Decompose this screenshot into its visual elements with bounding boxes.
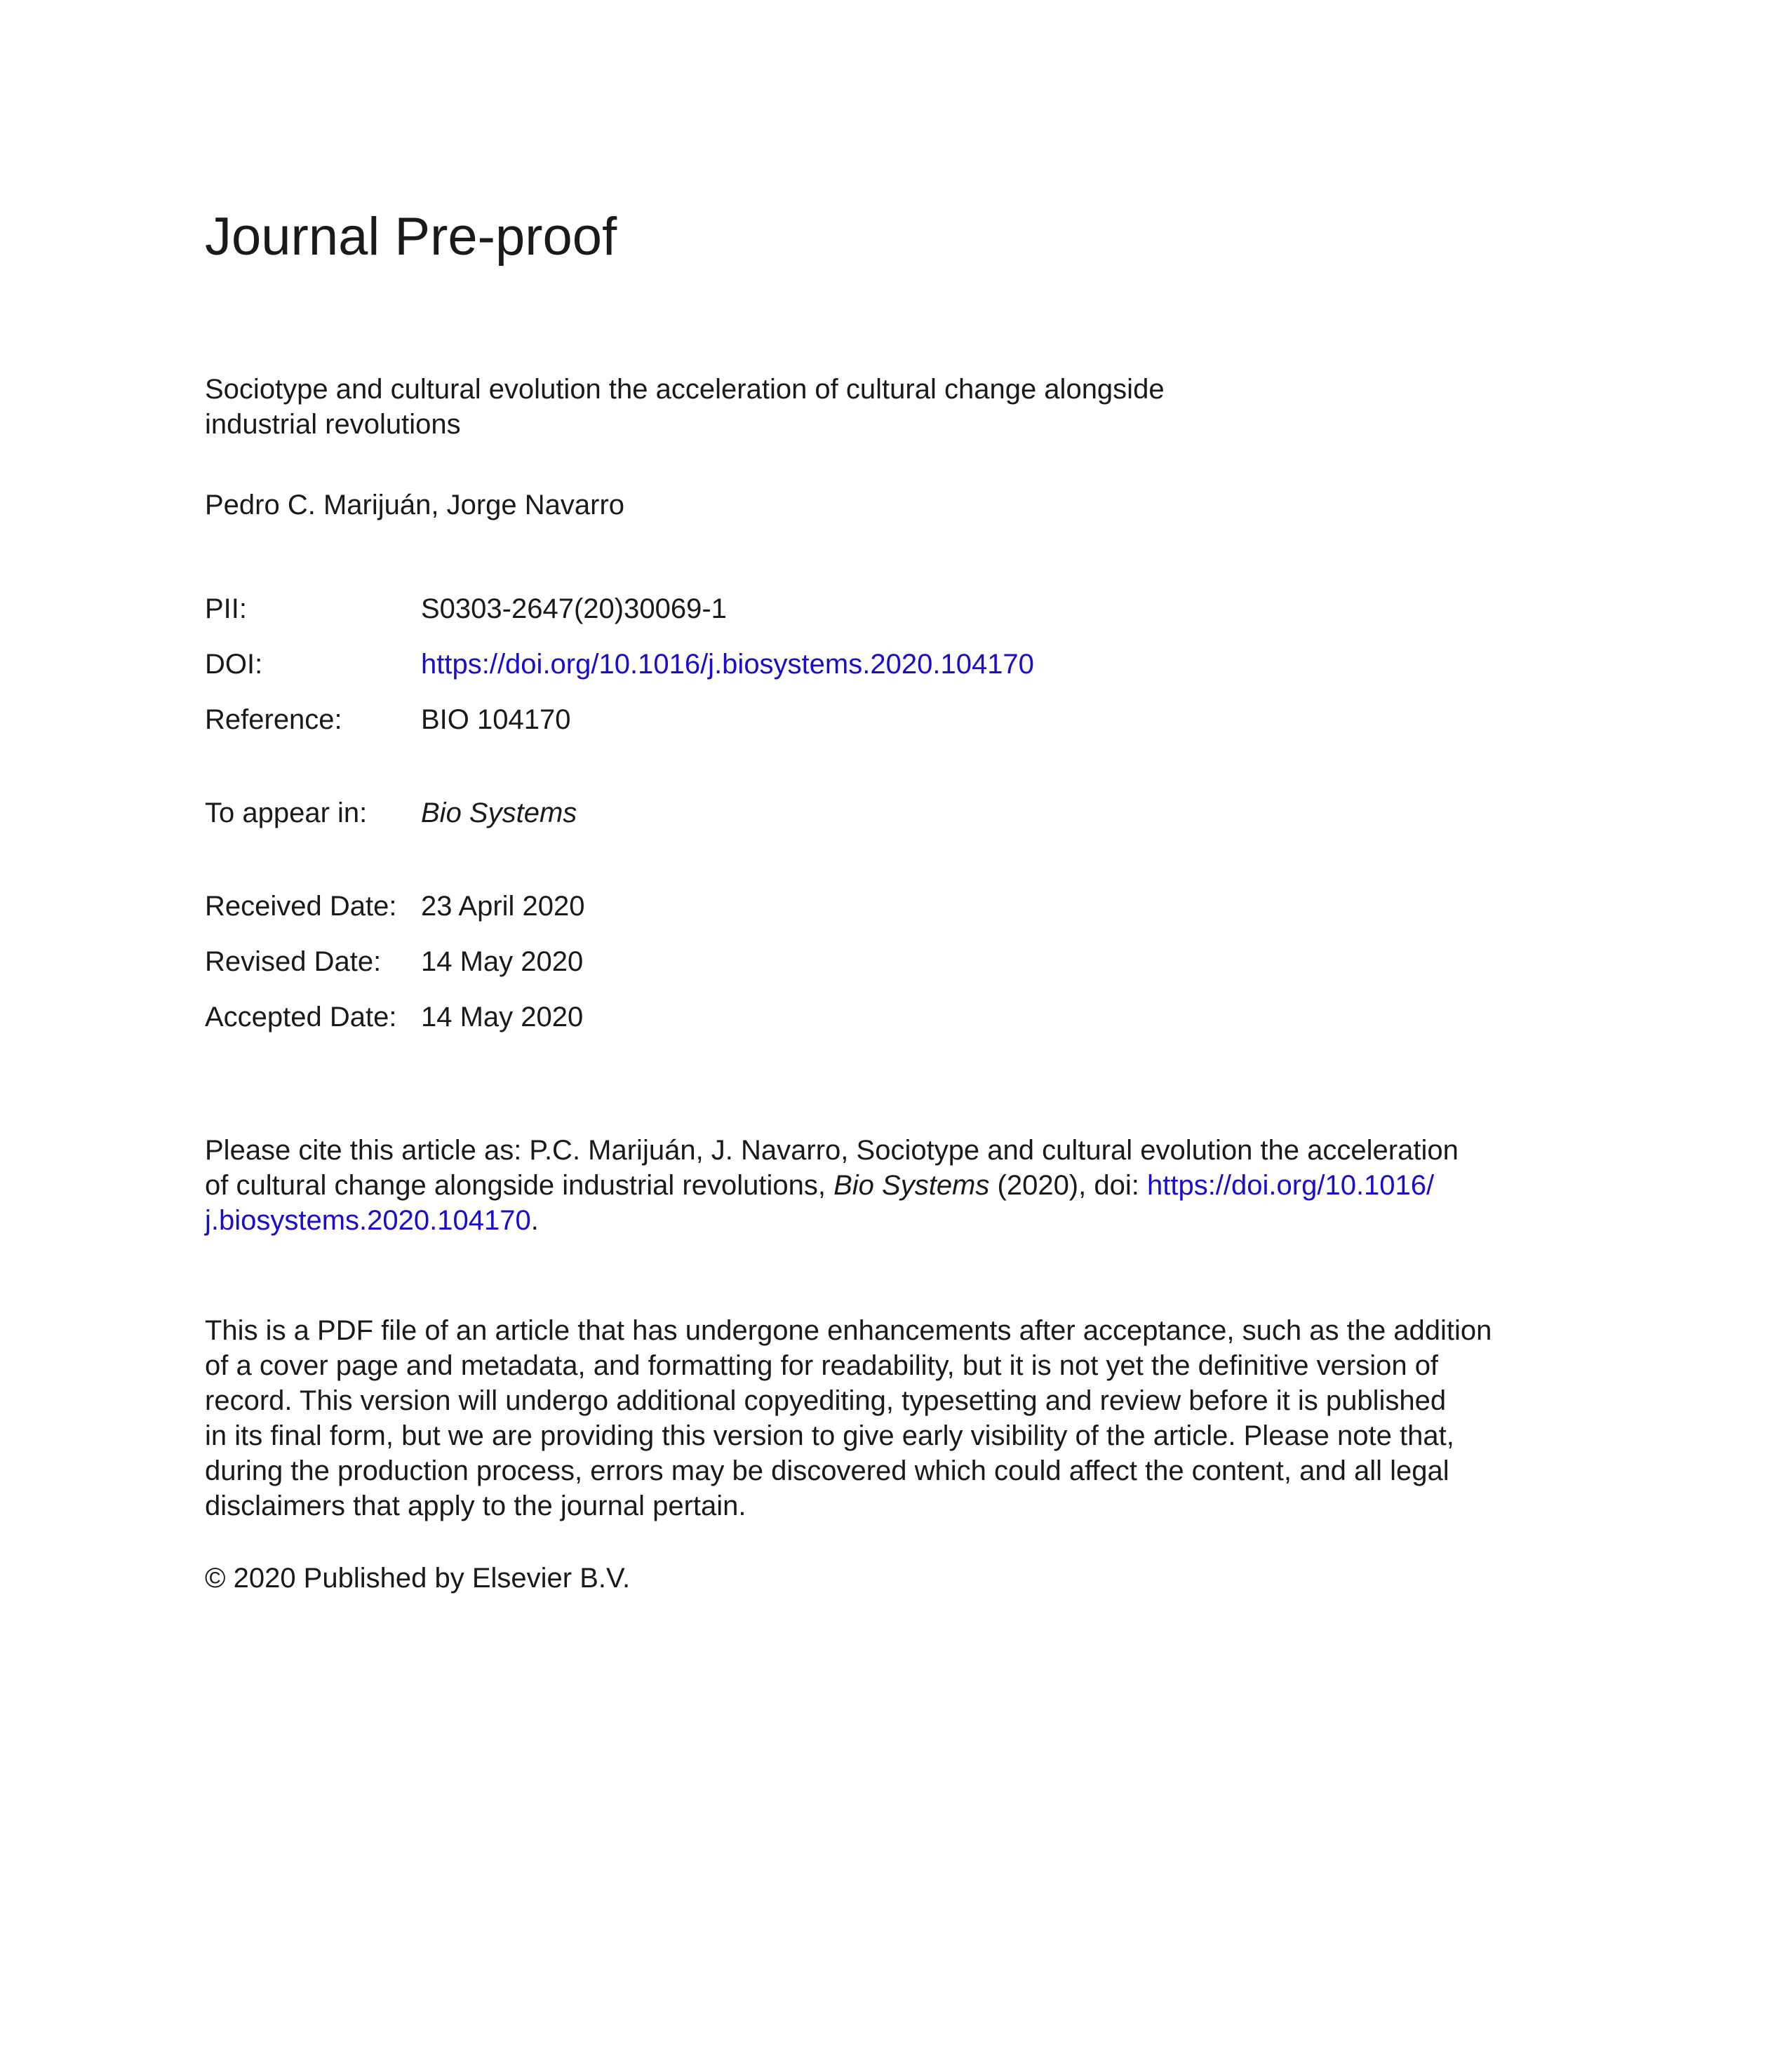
- reference-value: BIO 104170: [421, 704, 571, 735]
- article-title-line-2: industrial revolutions: [205, 409, 461, 440]
- appear-in-journal: Bio Systems: [421, 798, 577, 828]
- disclaimer-line: of a cover page and metadata, and formatting for readability, but it is not yet the definitive version of: [205, 1350, 1439, 1381]
- citation-doi-link-part-1[interactable]: https://doi.org/10.1016/: [1146, 1170, 1435, 1201]
- accepted-date-label: Accepted Date:: [205, 1002, 397, 1032]
- citation-line-2-prefix: of cultural change alongside industrial revolutions,: [205, 1170, 834, 1201]
- citation-paragraph: [205, 1133, 1594, 1238]
- accepted-date-value: 14 May 2020: [421, 1002, 584, 1032]
- article-title: [205, 372, 1257, 442]
- copyright-notice: © 2020 Published by Elsevier B.V.: [205, 1563, 631, 1594]
- pii-value: S0303-2647(20)30069-1: [421, 593, 727, 624]
- disclaimer-line: record. This version will undergo additional copyediting, typesetting and review before it is published: [205, 1385, 1447, 1416]
- citation-year-doi: (2020), doi:: [989, 1170, 1147, 1201]
- disclaimer-line: during the production process, errors may be discovered which could affect the content, and all legal: [205, 1455, 1449, 1486]
- article-title-line-1: Sociotype and cultural evolution the acceleration of cultural change alongside: [205, 374, 1165, 405]
- disclaimer-line: disclaimers that apply to the journal pertain.: [205, 1491, 746, 1521]
- article-authors: Pedro C. Marijuán, Jorge Navarro: [205, 490, 625, 520]
- citation-doi-link-part-2[interactable]: j.biosystems.2020.104170: [205, 1205, 531, 1236]
- disclaimer-line: This is a PDF file of an article that has undergone enhancements after acceptance, such as the addition: [205, 1315, 1492, 1346]
- journal-preproof-heading: Journal Pre-proof: [205, 207, 617, 267]
- citation-journal-name: Bio Systems: [833, 1170, 990, 1201]
- doi-link[interactable]: https://doi.org/10.1016/j.biosystems.2020.104170: [421, 649, 1034, 680]
- doi-label: DOI:: [205, 649, 263, 680]
- pii-label: PII:: [205, 593, 248, 624]
- received-date-label: Received Date:: [205, 891, 397, 922]
- received-date-value: 23 April 2020: [421, 891, 585, 922]
- revised-date-label: Revised Date:: [205, 946, 382, 977]
- citation-line-1: Please cite this article as: P.C. Marijuán, J. Navarro, Sociotype and cultural evolution the acceleration: [205, 1135, 1459, 1166]
- reference-label: Reference:: [205, 704, 342, 735]
- appear-in-label: To appear in:: [205, 798, 368, 828]
- disclaimer-paragraph: [205, 1313, 1594, 1523]
- citation-suffix: .: [530, 1205, 539, 1236]
- revised-date-value: 14 May 2020: [421, 946, 584, 977]
- disclaimer-line: in its final form, but we are providing this version to give early visibility of the article. Please note that,: [205, 1420, 1454, 1451]
